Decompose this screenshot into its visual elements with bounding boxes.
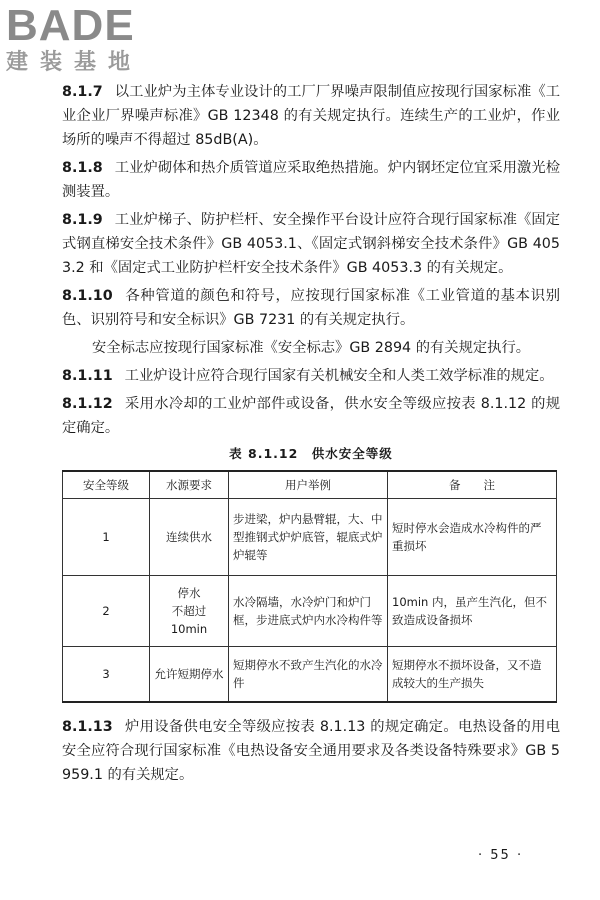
paragraph-8-1-11: 8.1.11 工业炉设计应符合现行国家有关机械安全和人类工效学标准的规定。 <box>62 368 554 384</box>
table-row <box>63 576 557 647</box>
paragraph-8-1-10: 8.1.10 各种管道的颜色和符号，应按现行国家标准《工业管道的基本识别色、识别符号和安全标识》GB 7231 的有关规定执行。 <box>62 288 560 328</box>
paragraph-8-1-8: 8.1.8 工业炉砌体和热介质管道应采取绝热措施。炉内钢坯定位宜采用激光检测装置。 <box>62 160 560 200</box>
cell-level: 2 <box>63 576 150 647</box>
header-water-requirement: 水源要求 <box>150 471 229 499</box>
cell-example: 水冷隔墙，水冷炉门和炉门框，步进底式炉内水冷构件等 <box>229 576 388 647</box>
header-remarks: 备 注 <box>388 471 557 499</box>
paragraph-8-1-12: 8.1.12 采用水冷却的工业炉部件或设备，供水安全等级应按表 8.1.12 的规定确定。 <box>62 396 560 436</box>
cell-note: 10min 内，虽产生汽化，但不致造成设备损坏 <box>388 576 557 647</box>
cell-example: 步进梁，炉内悬臂辊，大、中型推钢式炉炉底管，辊底式炉炉辊等 <box>229 499 388 576</box>
cell-note: 短期停水不损坏设备，又不造成较大的生产损失 <box>388 647 557 703</box>
cell-requirement: 允许短期停水 <box>150 647 229 703</box>
cell-level: 3 <box>63 647 150 703</box>
cell-level: 1 <box>63 499 150 576</box>
paragraph-8-1-13: 8.1.13 炉用设备供电安全等级应按表 8.1.13 的规定确定。电热设备的用电安全应符合现行国家标准《电热设备安全通用要求及各类设备特殊要求》GB 5959.1 的有关规定。 <box>62 719 560 783</box>
header-safety-level: 安全等级 <box>63 471 150 499</box>
paragraph-safety-signs: 安全标志应按现行国家标准《安全标志》GB 2894 的有关规定执行。 <box>92 340 531 356</box>
table-caption: 表 8.1.12 供水安全等级 <box>229 446 393 461</box>
page-content <box>62 80 560 791</box>
cell-note: 短时停水会造成水冷构件的严重损坏 <box>388 499 557 576</box>
water-supply-safety-table <box>62 470 557 703</box>
cell-requirement: 连续供水 <box>150 499 229 576</box>
table-row <box>63 647 557 703</box>
cell-requirement: 停水 不超过 10min <box>150 576 229 647</box>
table-row <box>63 499 557 576</box>
page-number: · 55 · <box>478 848 524 863</box>
logo-brand: BADE <box>6 1 135 50</box>
paragraph-8-1-9: 8.1.9 工业炉梯子、防护栏杆、安全操作平台设计应符合现行国家标准《固定式钢直梯安全技术条件》GB 4053.1、《固定式钢斜梯安全技术条件》GB 4053.2 和《固定式工业防护栏杆安全技术条件》GB 4053.3 的有关规定。 <box>62 212 560 276</box>
section-paragraphs <box>62 80 560 440</box>
table-header-row <box>63 471 557 499</box>
header-user-examples: 用户举例 <box>229 471 388 499</box>
paragraph-8-1-7: 8.1.7 以工业炉为主体专业设计的工厂厂界噪声限制值应按现行国家标准《工业企业厂界噪声标准》GB 12348 的有关规定执行。连续生产的工业炉，作业场所的噪声不得超过 85dB(A)。 <box>62 84 560 148</box>
section-after-table <box>62 715 560 787</box>
logo-subtitle: 建装基地 <box>6 50 143 75</box>
cell-example: 短期停水不致产生汽化的水冷件 <box>229 647 388 703</box>
